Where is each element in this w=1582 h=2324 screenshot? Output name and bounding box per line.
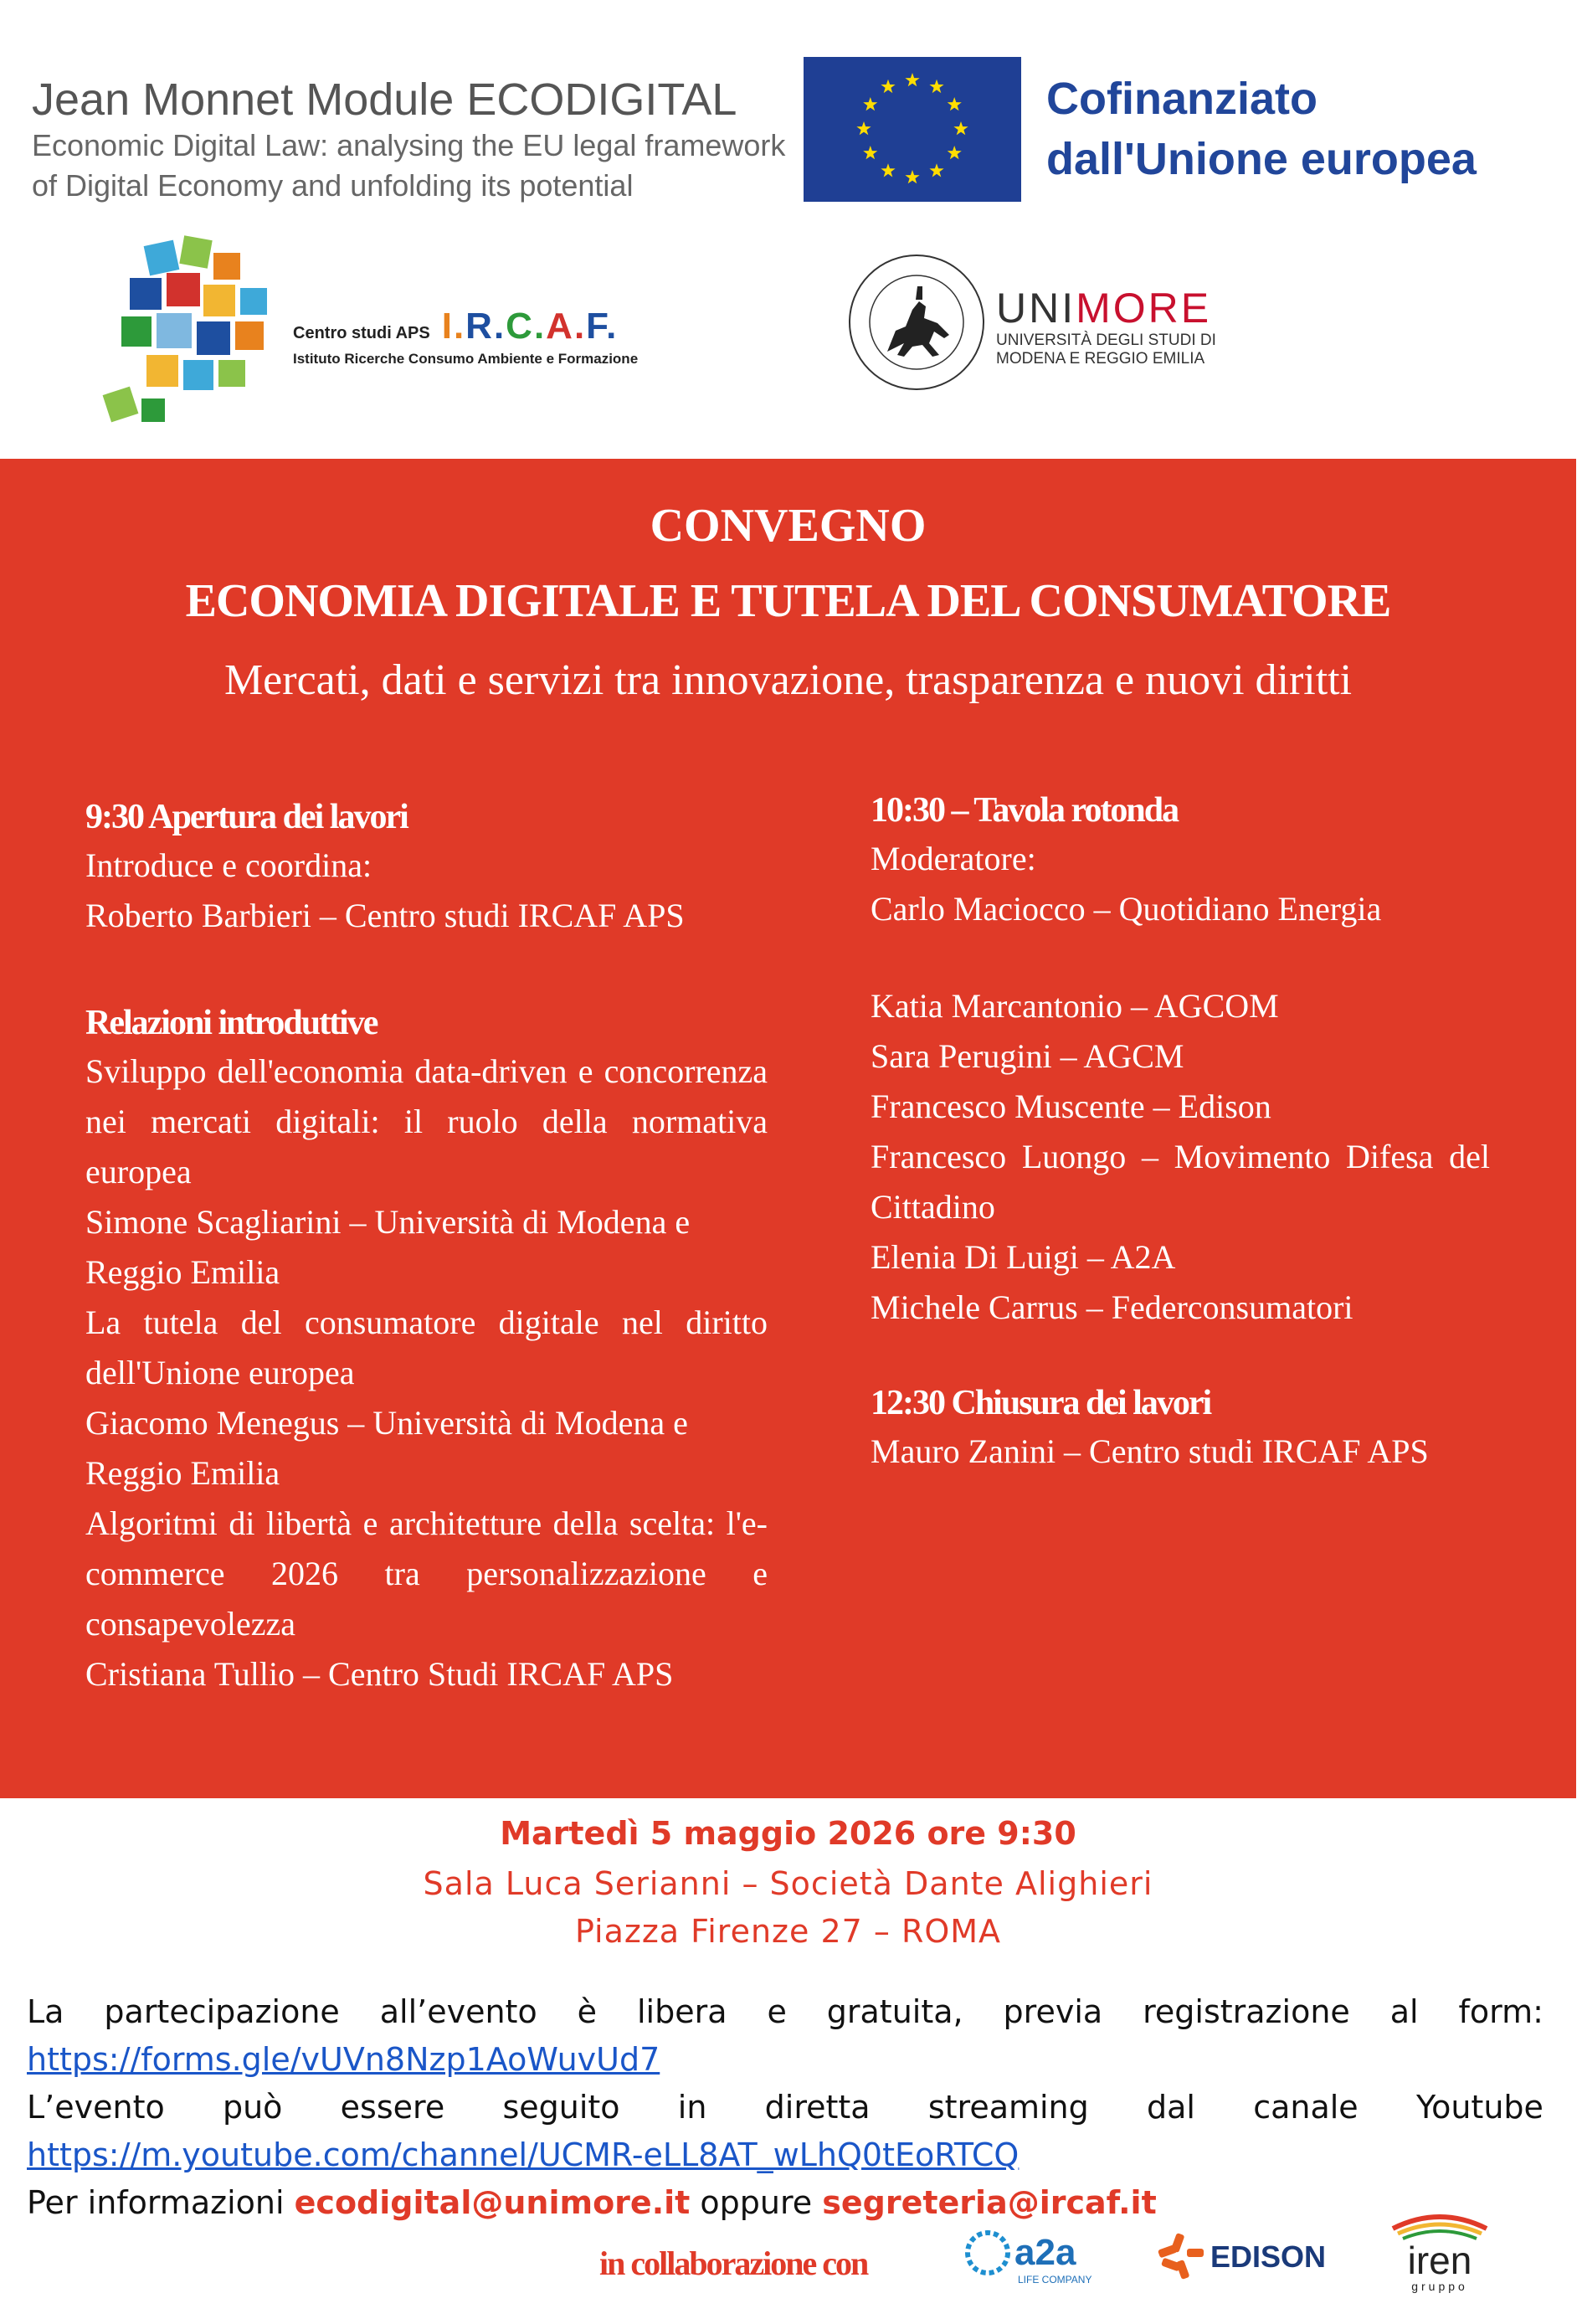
eu-flag-icon [804,57,1021,202]
reg-word: form: [1458,1993,1543,2030]
stream-word: in [677,2089,707,2126]
talk-3-speaker: Cristiana Tullio – Centro Studi IRCAF APS [85,1655,674,1693]
ircaf-letter-i: I. [441,306,466,347]
stream-word: streaming [927,2089,1089,2126]
talk-1-speaker: Simone Scagliarini – Università di Modena e Reggio Emilia [85,1203,691,1291]
moderator: Carlo Maciocco – Quotidiano Energia [871,890,1382,928]
reg-word: partecipazione [104,1993,340,2030]
venue-address: Piazza Firenze 27 – ROMA [574,1913,1002,1950]
eu-text-line-2: dall'Unione europea [1046,134,1477,184]
ircaf-letter-r: R. [465,306,506,347]
panelist: Elenia Di Luigi – A2A [871,1238,1176,1276]
intro-label: Introduce e coordina: [85,846,372,884]
unimore-name-more: MORE [1076,285,1212,332]
stream-word: canale [1253,2089,1359,2126]
stream-word: L’evento [27,2089,165,2126]
panelist: Sara Perugini – AGCM [871,1037,1184,1075]
ircaf-cube-logo-icon [96,234,289,435]
edison-logo-icon [1155,2227,1339,2285]
closing-speaker: Mauro Zanini – Centro studi IRCAF APS [871,1432,1429,1470]
venue-hall: Sala Luca Serianni – Società Dante Alighieri [423,1865,1153,1902]
event-type-title: CONVEGNO [650,500,927,552]
opening-heading: 9:30 Apertura dei lavori [85,798,408,836]
stream-word: diretta [764,2089,871,2126]
ircaf-letter-f: F. [586,306,619,347]
coordinator: Roberto Barbieri – Centro studi IRCAF APS [85,897,685,934]
registration-link[interactable]: https://forms.gle/vUVn8Nzp1AoWuvUd7 [27,2041,660,2078]
talk-2-title: La tutela del consumatore digitale nel diritto dell'Unione europea [85,1303,768,1391]
a2a-logo-icon [963,2223,1105,2290]
reg-word: previa [1003,1993,1103,2030]
streaming-text [27,2084,1543,2131]
intro-talks-heading: Relazioni introduttive [85,1004,378,1042]
a2a-logo-subtext: LIFE COMPANY [1018,2274,1092,2285]
iren-logo-subtext: gruppo [1411,2280,1468,2293]
unimore-name-uni: UNI [996,285,1076,332]
program-left-column [85,794,768,1699]
jean-monnet-block [32,74,802,206]
ircaf-letter-a: A. [546,306,587,347]
stream-word: Youtube [1415,2089,1543,2126]
unimore-subtitle-2: MODENA E REGGIO EMILIA [996,350,1205,368]
eu-cofunded-text [1046,69,1477,189]
collaboration-label: in collaborazione con [599,2244,868,2282]
ircaf-small-text: Centro studi APS [293,324,430,342]
reg-word: al [1389,1993,1419,2030]
reg-word: registrazione [1143,1993,1350,2030]
jm-title: Jean Monnet Module ECODIGITAL [32,75,737,125]
reg-word: e [767,1993,787,2030]
panelist: Michele Carrus – Federconsumatori [871,1288,1353,1326]
registration-text [27,1988,1543,2036]
reg-word: gratuita, [826,1993,963,2030]
unimore-subtitle-1: UNIVERSITÀ DEGLI STUDI DI [996,332,1216,349]
contact-line [27,2179,1543,2227]
stream-word: dal [1147,2089,1195,2126]
program-right-column [871,787,1490,1477]
reg-word: libera [636,1993,727,2030]
ircaf-letter-c: C. [506,306,547,347]
panelist: Francesco Muscente – Edison [871,1087,1271,1125]
iren-logo-icon [1381,2210,1498,2294]
jm-subtitle-line-1: Economic Digital Law: analysing the EU legal framework [32,128,786,162]
edison-logo-text: EDISON [1210,2239,1327,2274]
event-date: Martedì 5 maggio 2026 ore 9:30 [500,1815,1076,1852]
talk-1-title: Sviluppo dell'economia data-driven e concorrenza nei mercati digitali: il ruolo della normativa europea [85,1052,768,1190]
event-main-title: ECONOMIA DIGITALE E TUTELA DEL CONSUMATORE [185,575,1391,627]
unimore-seal-icon [845,251,988,393]
contact-prefix: Per informazioni [27,2184,285,2221]
email-ircaf[interactable]: segreteria@ircaf.it [822,2184,1157,2221]
youtube-link[interactable]: https://m.youtube.com/channel/UCMR-eLL8AT_wLhQ0tEoRTCQ [27,2136,1020,2173]
ircaf-logo [293,306,638,368]
program-panel [0,459,1576,1798]
stream-word: può [222,2089,283,2126]
reg-word: all’evento [379,1993,537,2030]
unimore-name [996,285,1216,332]
roundtable-heading: 10:30 – Tavola rotonda [871,791,1179,830]
moderator-label: Moderatore: [871,840,1036,877]
panelist: Francesco Luongo – Movimento Difesa del Cittadino [871,1138,1490,1226]
stream-word: essere [340,2089,445,2126]
talk-2-speaker: Giacomo Menegus – Università di Modena e Reggio Emilia [85,1404,688,1492]
stream-word: seguito [502,2089,620,2126]
ircaf-acronym [442,306,619,347]
event-subtitle: Mercati, dati e servizi tra innovazione, trasparenza e nuovi diritti [223,656,1353,704]
a2a-logo-text: a2a [1014,2232,1076,2273]
reg-word: La [27,1993,64,2030]
closing-heading: 12:30 Chiusura dei lavori [871,1384,1211,1422]
ircaf-fullname: Istituto Ricerche Consumo Ambiente e Formazione [293,351,639,367]
unimore-logo [996,285,1216,368]
info-block [27,1988,1543,2227]
panelist: Katia Marcantonio – AGCOM [871,987,1279,1025]
jm-subtitle-line-2: of Digital Economy and unfolding its potential [32,168,634,203]
eu-text-line-1: Cofinanziato [1046,74,1317,124]
talk-3-title: Algoritmi di libertà e architetture della scelta: l'e-commerce 2026 tra personalizzazione e consapevolezza [85,1504,768,1643]
reg-word: è [577,1993,598,2030]
iren-logo-text: iren [1407,2239,1472,2282]
email-ecodigital[interactable]: ecodigital@unimore.it [294,2184,691,2221]
contact-or: oppure [700,2184,813,2221]
